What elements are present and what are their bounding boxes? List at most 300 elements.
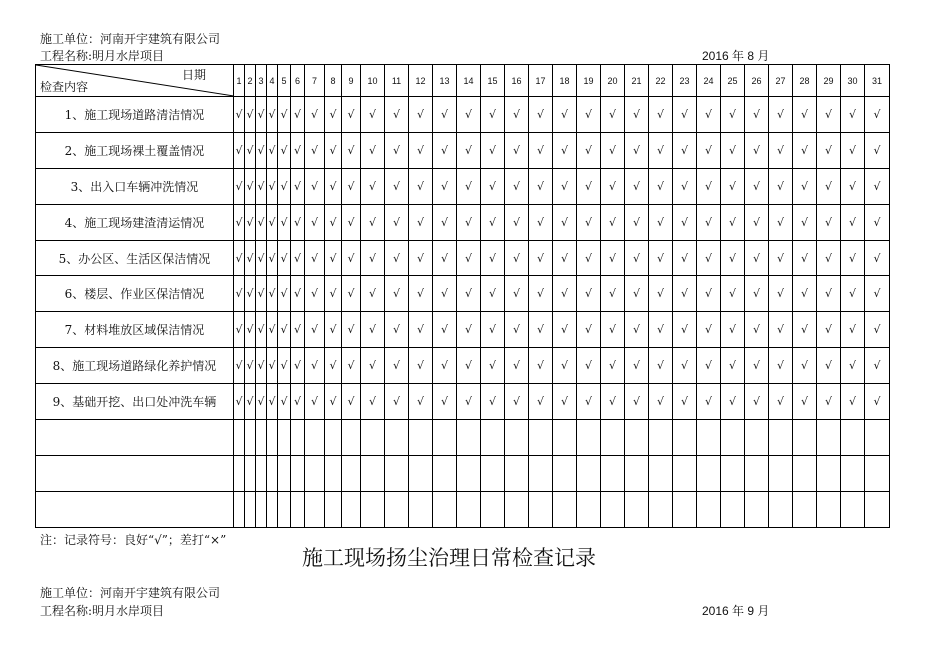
check-mark-cell: √ bbox=[793, 348, 817, 384]
check-mark-cell: √ bbox=[256, 384, 267, 420]
check-mark-cell: √ bbox=[342, 348, 361, 384]
check-mark-cell: √ bbox=[267, 348, 278, 384]
check-mark-cell: √ bbox=[721, 348, 745, 384]
empty-cell bbox=[649, 420, 673, 456]
day-header-cell: 27 bbox=[769, 65, 793, 97]
check-mark-cell: √ bbox=[267, 276, 278, 312]
check-mark-cell: √ bbox=[577, 348, 601, 384]
check-mark-cell: √ bbox=[697, 384, 721, 420]
table-row bbox=[36, 384, 890, 420]
check-mark-cell: √ bbox=[361, 97, 385, 133]
inspection-item-label bbox=[36, 455, 234, 491]
empty-cell bbox=[721, 455, 745, 491]
check-mark-cell: √ bbox=[385, 204, 409, 240]
check-mark-cell: √ bbox=[234, 132, 245, 168]
check-mark-cell: √ bbox=[234, 168, 245, 204]
check-mark-cell: √ bbox=[385, 348, 409, 384]
check-mark-cell: √ bbox=[457, 240, 481, 276]
check-mark-cell: √ bbox=[409, 240, 433, 276]
form-title: 施工现场扬尘治理日常检查记录 bbox=[302, 546, 596, 570]
check-mark-cell: √ bbox=[291, 204, 305, 240]
check-mark-cell: √ bbox=[409, 276, 433, 312]
check-mark-cell: √ bbox=[577, 132, 601, 168]
month-text: 2016 年 8 月 bbox=[702, 49, 770, 63]
check-mark-cell: √ bbox=[291, 348, 305, 384]
empty-cell bbox=[361, 420, 385, 456]
day-header-cell: 17 bbox=[529, 65, 553, 97]
empty-cell bbox=[577, 420, 601, 456]
check-mark-cell: √ bbox=[769, 97, 793, 133]
empty-cell bbox=[409, 420, 433, 456]
check-mark-cell: √ bbox=[865, 97, 890, 133]
check-mark-cell: √ bbox=[457, 97, 481, 133]
check-mark-cell: √ bbox=[841, 132, 865, 168]
inspection-item-label: 8、施工现场道路绿化养护情况 bbox=[36, 348, 234, 384]
empty-cell bbox=[481, 455, 505, 491]
empty-cell bbox=[601, 455, 625, 491]
check-mark-cell: √ bbox=[505, 168, 529, 204]
check-mark-cell: √ bbox=[529, 312, 553, 348]
check-mark-cell: √ bbox=[841, 312, 865, 348]
empty-cell bbox=[325, 455, 342, 491]
empty-cell bbox=[697, 491, 721, 527]
check-mark-cell: √ bbox=[553, 168, 577, 204]
empty-cell bbox=[433, 491, 457, 527]
check-mark-cell: √ bbox=[385, 276, 409, 312]
empty-cell bbox=[385, 455, 409, 491]
check-mark-cell: √ bbox=[433, 348, 457, 384]
check-mark-cell: √ bbox=[577, 97, 601, 133]
check-mark-cell: √ bbox=[841, 276, 865, 312]
empty-cell bbox=[649, 491, 673, 527]
inspection-item-label bbox=[36, 420, 234, 456]
check-mark-cell: √ bbox=[481, 168, 505, 204]
empty-cell bbox=[457, 420, 481, 456]
check-mark-cell: √ bbox=[305, 168, 325, 204]
empty-cell bbox=[625, 420, 649, 456]
check-mark-cell: √ bbox=[865, 384, 890, 420]
check-mark-cell: √ bbox=[505, 348, 529, 384]
check-mark-cell: √ bbox=[817, 97, 841, 133]
empty-cell bbox=[697, 455, 721, 491]
inspection-item-label: 5、办公区、生活区保洁情况 bbox=[36, 240, 234, 276]
check-mark-cell: √ bbox=[745, 348, 769, 384]
day-header-cell: 4 bbox=[267, 65, 278, 97]
check-mark-cell: √ bbox=[267, 312, 278, 348]
day-header-cell: 23 bbox=[673, 65, 697, 97]
check-mark-cell: √ bbox=[769, 132, 793, 168]
empty-cell bbox=[291, 491, 305, 527]
empty-cell bbox=[673, 455, 697, 491]
check-mark-cell: √ bbox=[342, 168, 361, 204]
empty-cell bbox=[625, 455, 649, 491]
day-header-cell: 31 bbox=[865, 65, 890, 97]
table-row bbox=[36, 491, 890, 527]
empty-cell bbox=[342, 420, 361, 456]
empty-cell bbox=[385, 491, 409, 527]
day-header-cell: 20 bbox=[601, 65, 625, 97]
check-mark-cell: √ bbox=[721, 312, 745, 348]
empty-cell bbox=[481, 491, 505, 527]
check-mark-cell: √ bbox=[256, 348, 267, 384]
check-mark-cell: √ bbox=[385, 384, 409, 420]
check-mark-cell: √ bbox=[745, 204, 769, 240]
check-mark-cell: √ bbox=[409, 204, 433, 240]
check-mark-cell: √ bbox=[553, 348, 577, 384]
empty-cell bbox=[673, 420, 697, 456]
check-mark-cell: √ bbox=[817, 348, 841, 384]
check-mark-cell: √ bbox=[245, 384, 256, 420]
table-row bbox=[36, 348, 890, 384]
empty-cell bbox=[234, 420, 245, 456]
inspection-item-label: 7、材料堆放区域保洁情况 bbox=[36, 312, 234, 348]
empty-cell bbox=[673, 491, 697, 527]
check-mark-cell: √ bbox=[278, 384, 291, 420]
check-mark-cell: √ bbox=[291, 276, 305, 312]
check-mark-cell: √ bbox=[577, 312, 601, 348]
check-mark-cell: √ bbox=[649, 204, 673, 240]
check-mark-cell: √ bbox=[305, 312, 325, 348]
empty-cell bbox=[793, 491, 817, 527]
check-mark-cell: √ bbox=[457, 276, 481, 312]
day-header-cell: 26 bbox=[745, 65, 769, 97]
empty-cell bbox=[278, 491, 291, 527]
corner-date-label: 日期 bbox=[181, 68, 206, 82]
empty-cell bbox=[245, 455, 256, 491]
check-mark-cell: √ bbox=[267, 240, 278, 276]
check-mark-cell: √ bbox=[649, 348, 673, 384]
day-header-cell: 24 bbox=[697, 65, 721, 97]
construction-unit-text-2: 施工单位：河南开宇建筑有限公司 bbox=[40, 586, 221, 600]
check-mark-cell: √ bbox=[721, 384, 745, 420]
check-mark-cell: √ bbox=[291, 384, 305, 420]
check-mark-cell: √ bbox=[553, 97, 577, 133]
check-mark-cell: √ bbox=[278, 240, 291, 276]
check-mark-cell: √ bbox=[649, 312, 673, 348]
inspection-item-label: 1、施工现场道路清洁情况 bbox=[36, 97, 234, 133]
check-mark-cell: √ bbox=[481, 204, 505, 240]
check-mark-cell: √ bbox=[697, 348, 721, 384]
check-mark-cell: √ bbox=[673, 384, 697, 420]
empty-cell bbox=[577, 491, 601, 527]
check-mark-cell: √ bbox=[529, 276, 553, 312]
day-header-cell: 6 bbox=[291, 65, 305, 97]
check-mark-cell: √ bbox=[697, 132, 721, 168]
check-mark-cell: √ bbox=[256, 168, 267, 204]
check-mark-cell: √ bbox=[625, 240, 649, 276]
check-mark-cell: √ bbox=[553, 276, 577, 312]
check-mark-cell: √ bbox=[841, 348, 865, 384]
check-mark-cell: √ bbox=[256, 276, 267, 312]
empty-cell bbox=[865, 420, 890, 456]
check-mark-cell: √ bbox=[745, 312, 769, 348]
check-mark-cell: √ bbox=[433, 97, 457, 133]
project-name-text-2: 工程名称:明月水岸项目 bbox=[40, 604, 165, 618]
empty-cell bbox=[278, 455, 291, 491]
empty-cell bbox=[291, 420, 305, 456]
empty-cell bbox=[769, 420, 793, 456]
day-header-cell: 8 bbox=[325, 65, 342, 97]
check-mark-cell: √ bbox=[625, 97, 649, 133]
check-mark-cell: √ bbox=[649, 97, 673, 133]
empty-cell bbox=[817, 420, 841, 456]
check-mark-cell: √ bbox=[505, 312, 529, 348]
empty-cell bbox=[457, 491, 481, 527]
day-header-cell: 10 bbox=[361, 65, 385, 97]
check-mark-cell: √ bbox=[865, 348, 890, 384]
check-mark-cell: √ bbox=[481, 276, 505, 312]
empty-cell bbox=[745, 420, 769, 456]
check-mark-cell: √ bbox=[673, 97, 697, 133]
check-mark-cell: √ bbox=[385, 240, 409, 276]
check-mark-cell: √ bbox=[601, 204, 625, 240]
day-header-cell: 1 bbox=[234, 65, 245, 97]
empty-cell bbox=[577, 455, 601, 491]
table-row bbox=[36, 420, 890, 456]
check-mark-cell: √ bbox=[625, 204, 649, 240]
check-mark-cell: √ bbox=[361, 240, 385, 276]
empty-cell bbox=[817, 455, 841, 491]
check-mark-cell: √ bbox=[457, 312, 481, 348]
check-mark-cell: √ bbox=[625, 168, 649, 204]
check-mark-cell: √ bbox=[481, 384, 505, 420]
check-mark-cell: √ bbox=[769, 276, 793, 312]
table-row bbox=[36, 312, 890, 348]
check-mark-cell: √ bbox=[577, 276, 601, 312]
empty-cell bbox=[721, 491, 745, 527]
check-mark-cell: √ bbox=[649, 168, 673, 204]
check-mark-cell: √ bbox=[409, 384, 433, 420]
check-mark-cell: √ bbox=[841, 168, 865, 204]
check-mark-cell: √ bbox=[361, 384, 385, 420]
check-mark-cell: √ bbox=[305, 348, 325, 384]
check-mark-cell: √ bbox=[325, 168, 342, 204]
check-mark-cell: √ bbox=[673, 312, 697, 348]
check-mark-cell: √ bbox=[649, 132, 673, 168]
empty-cell bbox=[529, 420, 553, 456]
check-mark-cell: √ bbox=[841, 384, 865, 420]
empty-cell bbox=[649, 455, 673, 491]
check-mark-cell: √ bbox=[325, 384, 342, 420]
day-header-cell: 19 bbox=[577, 65, 601, 97]
check-mark-cell: √ bbox=[721, 132, 745, 168]
empty-cell bbox=[305, 420, 325, 456]
check-mark-cell: √ bbox=[342, 240, 361, 276]
empty-cell bbox=[234, 491, 245, 527]
check-mark-cell: √ bbox=[865, 240, 890, 276]
empty-cell bbox=[361, 455, 385, 491]
check-mark-cell: √ bbox=[769, 348, 793, 384]
inspection-item-label bbox=[36, 491, 234, 527]
table-row bbox=[36, 276, 890, 312]
check-mark-cell: √ bbox=[481, 132, 505, 168]
empty-cell bbox=[256, 455, 267, 491]
empty-cell bbox=[433, 420, 457, 456]
check-mark-cell: √ bbox=[256, 312, 267, 348]
empty-cell bbox=[769, 455, 793, 491]
check-mark-cell: √ bbox=[325, 204, 342, 240]
check-mark-cell: √ bbox=[409, 132, 433, 168]
check-mark-cell: √ bbox=[278, 97, 291, 133]
check-mark-cell: √ bbox=[601, 312, 625, 348]
empty-cell bbox=[505, 420, 529, 456]
check-mark-cell: √ bbox=[529, 348, 553, 384]
check-mark-cell: √ bbox=[234, 312, 245, 348]
check-mark-cell: √ bbox=[505, 132, 529, 168]
check-mark-cell: √ bbox=[234, 348, 245, 384]
check-mark-cell: √ bbox=[385, 312, 409, 348]
empty-cell bbox=[234, 455, 245, 491]
check-mark-cell: √ bbox=[342, 384, 361, 420]
check-mark-cell: √ bbox=[481, 348, 505, 384]
check-mark-cell: √ bbox=[769, 312, 793, 348]
day-header-cell: 9 bbox=[342, 65, 361, 97]
check-mark-cell: √ bbox=[245, 168, 256, 204]
check-mark-cell: √ bbox=[278, 168, 291, 204]
check-mark-cell: √ bbox=[721, 168, 745, 204]
check-mark-cell: √ bbox=[745, 384, 769, 420]
check-mark-cell: √ bbox=[505, 384, 529, 420]
check-mark-cell: √ bbox=[325, 132, 342, 168]
check-mark-cell: √ bbox=[793, 204, 817, 240]
empty-cell bbox=[267, 420, 278, 456]
check-mark-cell: √ bbox=[793, 168, 817, 204]
empty-cell bbox=[305, 491, 325, 527]
empty-cell bbox=[841, 455, 865, 491]
table-row bbox=[36, 97, 890, 133]
empty-cell bbox=[745, 491, 769, 527]
check-mark-cell: √ bbox=[433, 240, 457, 276]
check-mark-cell: √ bbox=[793, 276, 817, 312]
check-mark-cell: √ bbox=[673, 240, 697, 276]
inspection-item-label: 3、出入口车辆冲洗情况 bbox=[36, 168, 234, 204]
check-mark-cell: √ bbox=[673, 348, 697, 384]
check-mark-cell: √ bbox=[625, 132, 649, 168]
check-mark-cell: √ bbox=[769, 204, 793, 240]
inspection-table bbox=[35, 64, 890, 528]
check-mark-cell: √ bbox=[841, 240, 865, 276]
empty-cell bbox=[505, 455, 529, 491]
empty-cell bbox=[601, 420, 625, 456]
check-mark-cell: √ bbox=[625, 384, 649, 420]
empty-cell bbox=[817, 491, 841, 527]
check-mark-cell: √ bbox=[673, 276, 697, 312]
check-mark-cell: √ bbox=[278, 348, 291, 384]
check-mark-cell: √ bbox=[278, 276, 291, 312]
day-header-cell: 3 bbox=[256, 65, 267, 97]
check-mark-cell: √ bbox=[601, 168, 625, 204]
check-mark-cell: √ bbox=[505, 276, 529, 312]
empty-cell bbox=[245, 420, 256, 456]
check-mark-cell: √ bbox=[601, 240, 625, 276]
check-mark-cell: √ bbox=[697, 312, 721, 348]
check-mark-cell: √ bbox=[601, 348, 625, 384]
check-mark-cell: √ bbox=[245, 240, 256, 276]
check-mark-cell: √ bbox=[433, 384, 457, 420]
check-mark-cell: √ bbox=[291, 168, 305, 204]
check-mark-cell: √ bbox=[577, 240, 601, 276]
check-mark-cell: √ bbox=[745, 97, 769, 133]
check-mark-cell: √ bbox=[481, 97, 505, 133]
check-mark-cell: √ bbox=[433, 204, 457, 240]
check-mark-cell: √ bbox=[529, 384, 553, 420]
empty-cell bbox=[385, 420, 409, 456]
check-mark-cell: √ bbox=[865, 312, 890, 348]
check-mark-cell: √ bbox=[267, 204, 278, 240]
check-mark-cell: √ bbox=[342, 132, 361, 168]
check-mark-cell: √ bbox=[649, 276, 673, 312]
check-mark-cell: √ bbox=[553, 384, 577, 420]
check-mark-cell: √ bbox=[278, 132, 291, 168]
check-mark-cell: √ bbox=[817, 168, 841, 204]
day-header-cell: 2 bbox=[245, 65, 256, 97]
day-header-cell: 13 bbox=[433, 65, 457, 97]
check-mark-cell: √ bbox=[673, 132, 697, 168]
check-mark-cell: √ bbox=[673, 204, 697, 240]
inspection-item-label: 6、楼层、作业区保洁情况 bbox=[36, 276, 234, 312]
check-mark-cell: √ bbox=[305, 97, 325, 133]
check-mark-cell: √ bbox=[721, 97, 745, 133]
check-mark-cell: √ bbox=[601, 132, 625, 168]
empty-cell bbox=[865, 455, 890, 491]
check-mark-cell: √ bbox=[721, 204, 745, 240]
check-mark-cell: √ bbox=[433, 168, 457, 204]
check-mark-cell: √ bbox=[841, 204, 865, 240]
check-mark-cell: √ bbox=[865, 204, 890, 240]
empty-cell bbox=[529, 455, 553, 491]
check-mark-cell: √ bbox=[793, 384, 817, 420]
check-mark-cell: √ bbox=[481, 240, 505, 276]
check-mark-cell: √ bbox=[234, 240, 245, 276]
inspection-item-label: 4、施工现场建渣清运情况 bbox=[36, 204, 234, 240]
empty-cell bbox=[793, 420, 817, 456]
check-mark-cell: √ bbox=[817, 312, 841, 348]
table-row bbox=[36, 168, 890, 204]
check-mark-cell: √ bbox=[361, 132, 385, 168]
corner-header-cell bbox=[36, 65, 234, 97]
check-mark-cell: √ bbox=[342, 312, 361, 348]
check-mark-cell: √ bbox=[817, 384, 841, 420]
table-row bbox=[36, 240, 890, 276]
empty-cell bbox=[267, 455, 278, 491]
check-mark-cell: √ bbox=[553, 312, 577, 348]
check-mark-cell: √ bbox=[673, 168, 697, 204]
check-mark-cell: √ bbox=[577, 384, 601, 420]
check-mark-cell: √ bbox=[601, 276, 625, 312]
day-header-cell: 14 bbox=[457, 65, 481, 97]
check-mark-cell: √ bbox=[865, 132, 890, 168]
day-header-cell: 5 bbox=[278, 65, 291, 97]
check-mark-cell: √ bbox=[361, 276, 385, 312]
check-mark-cell: √ bbox=[745, 240, 769, 276]
empty-cell bbox=[256, 491, 267, 527]
empty-cell bbox=[245, 491, 256, 527]
check-mark-cell: √ bbox=[553, 240, 577, 276]
check-mark-cell: √ bbox=[433, 312, 457, 348]
check-mark-cell: √ bbox=[325, 312, 342, 348]
check-mark-cell: √ bbox=[553, 204, 577, 240]
check-mark-cell: √ bbox=[697, 97, 721, 133]
empty-cell bbox=[409, 455, 433, 491]
check-mark-cell: √ bbox=[361, 348, 385, 384]
check-mark-cell: √ bbox=[601, 384, 625, 420]
check-mark-cell: √ bbox=[325, 240, 342, 276]
check-mark-cell: √ bbox=[745, 276, 769, 312]
check-mark-cell: √ bbox=[361, 312, 385, 348]
check-mark-cell: √ bbox=[817, 132, 841, 168]
empty-cell bbox=[793, 455, 817, 491]
empty-cell bbox=[457, 455, 481, 491]
